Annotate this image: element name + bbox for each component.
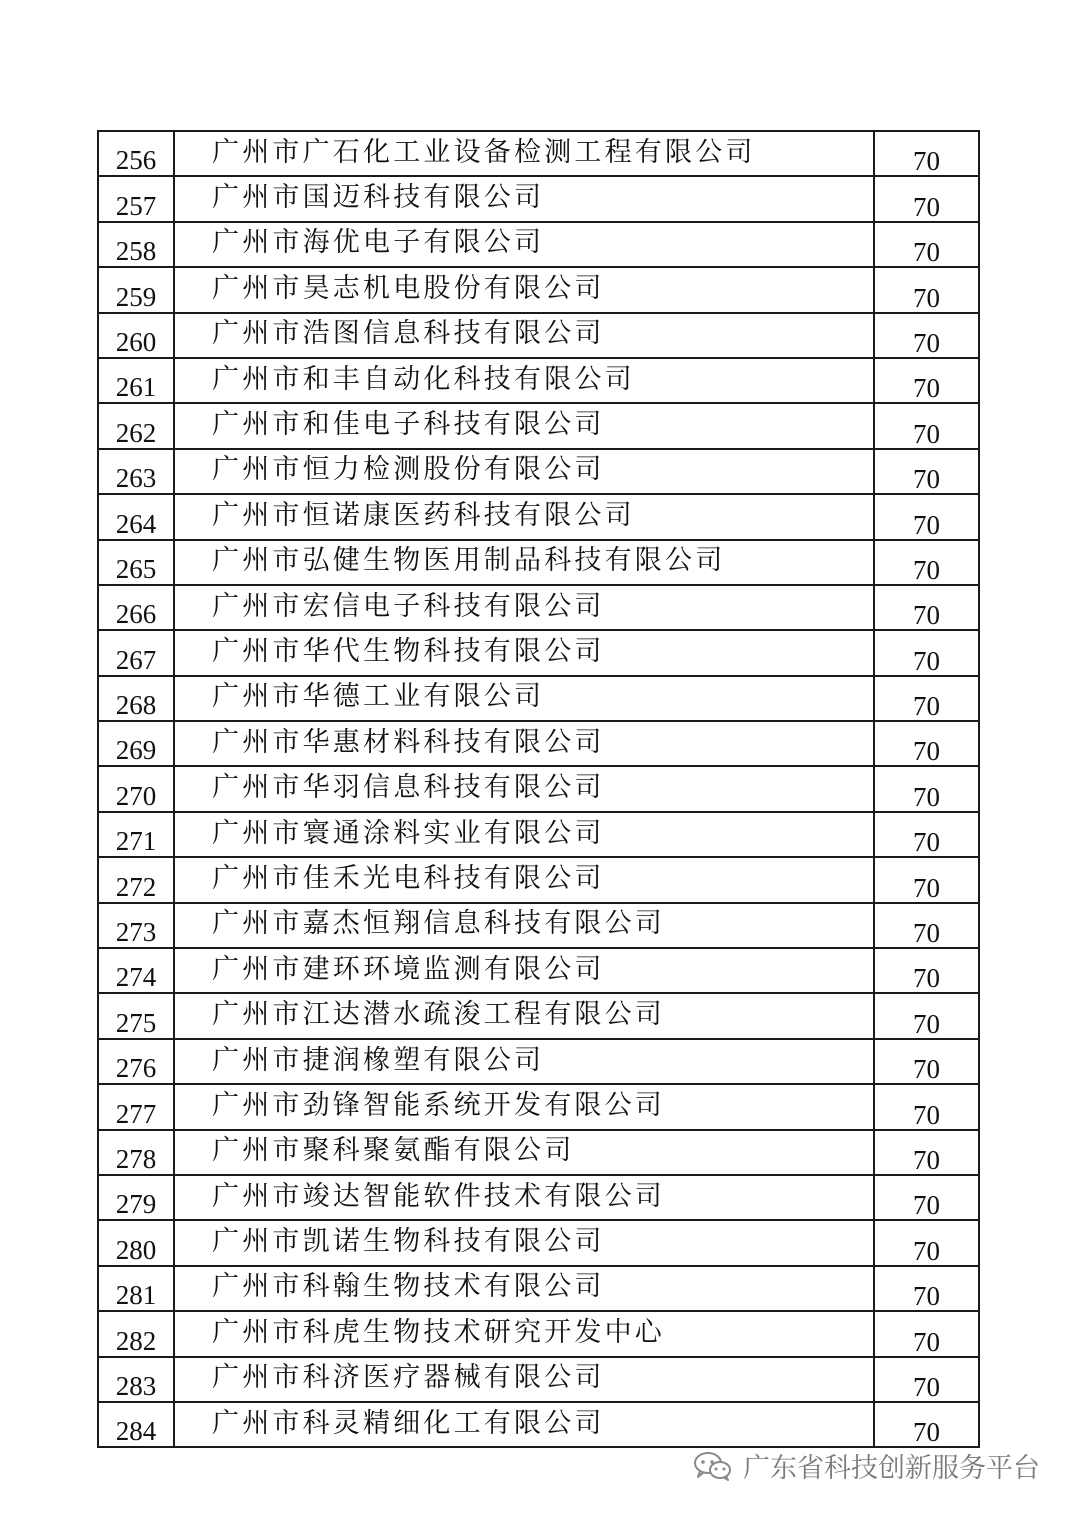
table-row [98, 540, 979, 585]
score: 70 [874, 676, 979, 721]
row-number: 257 [98, 176, 174, 221]
row-number: 260 [98, 313, 174, 358]
score: 70 [874, 540, 979, 585]
company-score-table [97, 130, 980, 1448]
company-name: 广州市国迈科技有限公司 [174, 176, 874, 221]
score: 70 [874, 1311, 979, 1356]
watermark [693, 1446, 1040, 1485]
company-name: 广州市佳禾光电科技有限公司 [174, 857, 874, 902]
row-number: 261 [98, 358, 174, 403]
company-name: 广州市和丰自动化科技有限公司 [174, 358, 874, 403]
score: 70 [874, 812, 979, 857]
company-name: 广州市劲锋智能系统开发有限公司 [174, 1084, 874, 1129]
row-number: 282 [98, 1311, 174, 1356]
wechat-icon [693, 1451, 733, 1481]
score: 70 [874, 1220, 979, 1265]
row-number: 271 [98, 812, 174, 857]
row-number: 272 [98, 857, 174, 902]
score: 70 [874, 766, 979, 811]
table-row [98, 585, 979, 630]
score: 70 [874, 1084, 979, 1129]
company-name: 广州市浩图信息科技有限公司 [174, 313, 874, 358]
table-row [98, 176, 979, 221]
score: 70 [874, 267, 979, 312]
table-row [98, 313, 979, 358]
score: 70 [874, 903, 979, 948]
table-row [98, 222, 979, 267]
table-row [98, 1311, 979, 1356]
table-row [98, 1220, 979, 1265]
row-number: 279 [98, 1175, 174, 1220]
table-row [98, 358, 979, 403]
table-row [98, 676, 979, 721]
row-number: 277 [98, 1084, 174, 1129]
company-name: 广州市昊志机电股份有限公司 [174, 267, 874, 312]
company-name: 广州市科翰生物技术有限公司 [174, 1266, 874, 1311]
company-name: 广州市聚科聚氨酯有限公司 [174, 1130, 874, 1175]
company-name: 广州市嘉杰恒翔信息科技有限公司 [174, 903, 874, 948]
company-name: 广州市江达潜水疏浚工程有限公司 [174, 993, 874, 1038]
row-number: 263 [98, 449, 174, 494]
company-name: 广州市凯诺生物科技有限公司 [174, 1220, 874, 1265]
row-number: 275 [98, 993, 174, 1038]
company-name: 广州市华羽信息科技有限公司 [174, 766, 874, 811]
company-name: 广州市科虎生物技术研究开发中心 [174, 1311, 874, 1356]
company-name: 广州市弘健生物医用制品科技有限公司 [174, 540, 874, 585]
row-number: 281 [98, 1266, 174, 1311]
table-row [98, 1039, 979, 1084]
score: 70 [874, 857, 979, 902]
score: 70 [874, 222, 979, 267]
table-row [98, 721, 979, 766]
table-row [98, 766, 979, 811]
table-row [98, 948, 979, 993]
row-number: 256 [98, 131, 174, 176]
row-number: 264 [98, 494, 174, 539]
row-number: 280 [98, 1220, 174, 1265]
table-row [98, 1130, 979, 1175]
row-number: 265 [98, 540, 174, 585]
table-row [98, 1402, 979, 1447]
score: 70 [874, 1130, 979, 1175]
table-row [98, 1357, 979, 1402]
row-number: 278 [98, 1130, 174, 1175]
table-row [98, 1266, 979, 1311]
table-body [98, 131, 979, 1447]
score: 70 [874, 131, 979, 176]
table-row [98, 812, 979, 857]
row-number: 284 [98, 1402, 174, 1447]
score: 70 [874, 403, 979, 448]
company-name: 广州市宏信电子科技有限公司 [174, 585, 874, 630]
score: 70 [874, 1266, 979, 1311]
row-number: 276 [98, 1039, 174, 1084]
company-name: 广州市华惠材料科技有限公司 [174, 721, 874, 766]
company-name: 广州市海优电子有限公司 [174, 222, 874, 267]
score: 70 [874, 176, 979, 221]
row-number: 259 [98, 267, 174, 312]
row-number: 262 [98, 403, 174, 448]
table-row [98, 1175, 979, 1220]
table-row [98, 131, 979, 176]
company-name: 广州市华代生物科技有限公司 [174, 630, 874, 675]
row-number: 268 [98, 676, 174, 721]
score: 70 [874, 494, 979, 539]
score: 70 [874, 1357, 979, 1402]
score: 70 [874, 721, 979, 766]
row-number: 258 [98, 222, 174, 267]
table-row [98, 449, 979, 494]
table-row [98, 267, 979, 312]
score: 70 [874, 585, 979, 630]
score: 70 [874, 449, 979, 494]
company-name: 广州市和佳电子科技有限公司 [174, 403, 874, 448]
score: 70 [874, 1175, 979, 1220]
score: 70 [874, 1402, 979, 1447]
score: 70 [874, 358, 979, 403]
company-name: 广州市恒力检测股份有限公司 [174, 449, 874, 494]
watermark-text: 广东省科技创新服务平台 [743, 1453, 1040, 1484]
table-row [98, 903, 979, 948]
row-number: 274 [98, 948, 174, 993]
company-name: 广州市科灵精细化工有限公司 [174, 1402, 874, 1447]
row-number: 269 [98, 721, 174, 766]
company-name: 广州市华德工业有限公司 [174, 676, 874, 721]
table-row [98, 630, 979, 675]
row-number: 266 [98, 585, 174, 630]
score: 70 [874, 948, 979, 993]
table-row [98, 857, 979, 902]
company-name: 广州市恒诺康医药科技有限公司 [174, 494, 874, 539]
row-number: 273 [98, 903, 174, 948]
row-number: 267 [98, 630, 174, 675]
company-name: 广州市建环环境监测有限公司 [174, 948, 874, 993]
score: 70 [874, 630, 979, 675]
company-name: 广州市广石化工业设备检测工程有限公司 [174, 131, 874, 176]
company-name: 广州市科济医疗器械有限公司 [174, 1357, 874, 1402]
score: 70 [874, 1039, 979, 1084]
table-row [98, 993, 979, 1038]
company-name: 广州市竣达智能软件技术有限公司 [174, 1175, 874, 1220]
company-name: 广州市捷润橡塑有限公司 [174, 1039, 874, 1084]
table-row [98, 1084, 979, 1129]
score: 70 [874, 993, 979, 1038]
row-number: 283 [98, 1357, 174, 1402]
row-number: 270 [98, 766, 174, 811]
table-row [98, 403, 979, 448]
score: 70 [874, 313, 979, 358]
company-name: 广州市寰通涂料实业有限公司 [174, 812, 874, 857]
table-row [98, 494, 979, 539]
